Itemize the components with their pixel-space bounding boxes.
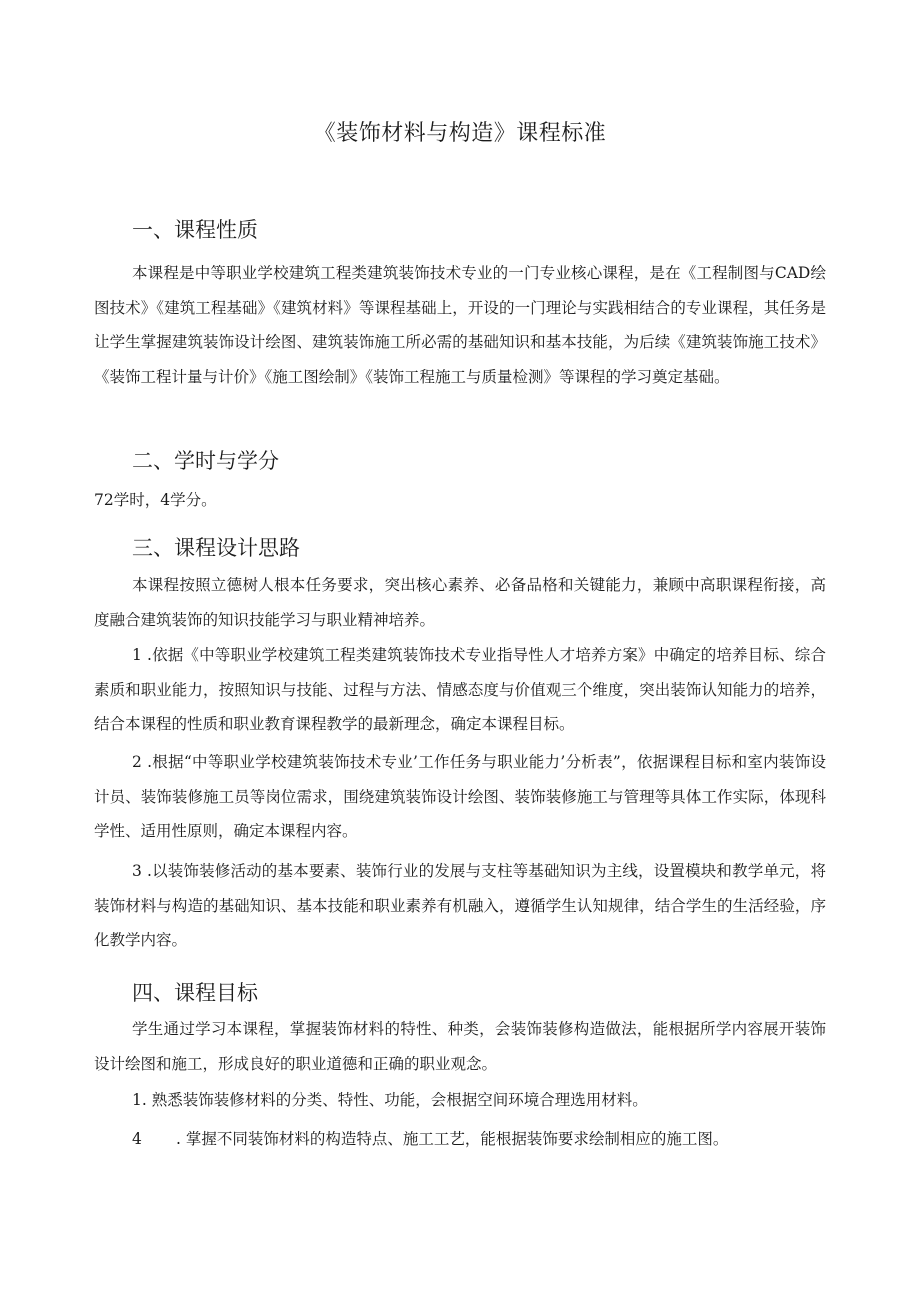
section-heading-hours: 二、学时与学分 [132,449,279,473]
goal-item-1-text: 1. 熟悉装饰装修材料的分类、特性、功能，会根据空间环境合理选用材料。 [132,1091,648,1109]
goal-item-1 [132,1083,648,1118]
document-title: 《装饰材料与构造》课程标准 [313,121,607,146]
section-heading-nature: 一、课程性质 [132,218,258,242]
paragraph-design-intro: 本课程按照立德树人根本任务要求，突出核心素养、必备品格和关键能力，兼顾中高职课程衔接，高度融合建筑装饰的知识技能学习与职业精神培养。 [94,576,826,629]
goal-item-4 [132,1122,728,1157]
goal-item-4-number: 4 [132,1130,142,1148]
paragraph-hours-credits: 72学时，4学分。 [94,491,217,509]
paragraph-course-nature: 本课程是中等职业学校建筑工程类建筑装饰技术专业的一门专业核心课程，是在《工程制图与CAD绘图技术》《建筑工程基础》《建筑材料》等课程基础上，开设的一门理论与实践相结合的专业课程，其任务是让学生掌握建筑装饰设计绘图、建筑装饰施工所必需的基础知识和基本技能，为后续《建筑装饰施工技术》《装饰工程计量与计价》《施工图绘制》《装饰工程施工与质量检测》等课程的学习奠定基础。 [94,264,826,386]
paragraph-objectives-intro: 学生通过学习本课程，掌握装饰材料的特性、种类，会装饰装修构造做法，能根据所学内容展开装饰设计绘图和施工，形成良好的职业道德和正确的职业观念。 [94,1020,826,1073]
section-heading-objectives: 四、课程目标 [132,981,258,1005]
list-item-design-3: 3 .以装饰装修活动的基本要素、装饰行业的发展与支柱等基础知识为主线，设置模块和教学单元，将装饰材料与构造的基础知识、基本技能和职业素养有机融入，遵循学生认知规律，结合学生的生活经验，序化教学内容。 [94,862,826,949]
goal-item-4-text: . 掌握不同装饰材料的构造特点、施工工艺，能根据装饰要求绘制相应的施工图。 [176,1130,729,1148]
list-item-design-1: 1 .依据《中等职业学校建筑工程类建筑装饰技术专业指导性人才培养方案》中确定的培养目标、综合素质和职业能力，按照知识与技能、过程与方法、情感态度与价值观三个维度，突出装饰认知能力的培养，结合本课程的性质和职业教育课程教学的最新理念，确定本课程目标。 [94,646,826,733]
list-item-design-2: 2 .根据“中等职业学校建筑装饰技术专业’工作任务与职业能力’分析表”，依据课程目标和室内装饰设计员、装饰装修施工员等岗位需求，围绕建筑装饰设计绘图、装饰装修施工与管理等具体工作实际，体现科学性、适用性原则，确定本课程内容。 [94,753,826,840]
section-heading-design: 三、课程设计思路 [132,536,300,560]
